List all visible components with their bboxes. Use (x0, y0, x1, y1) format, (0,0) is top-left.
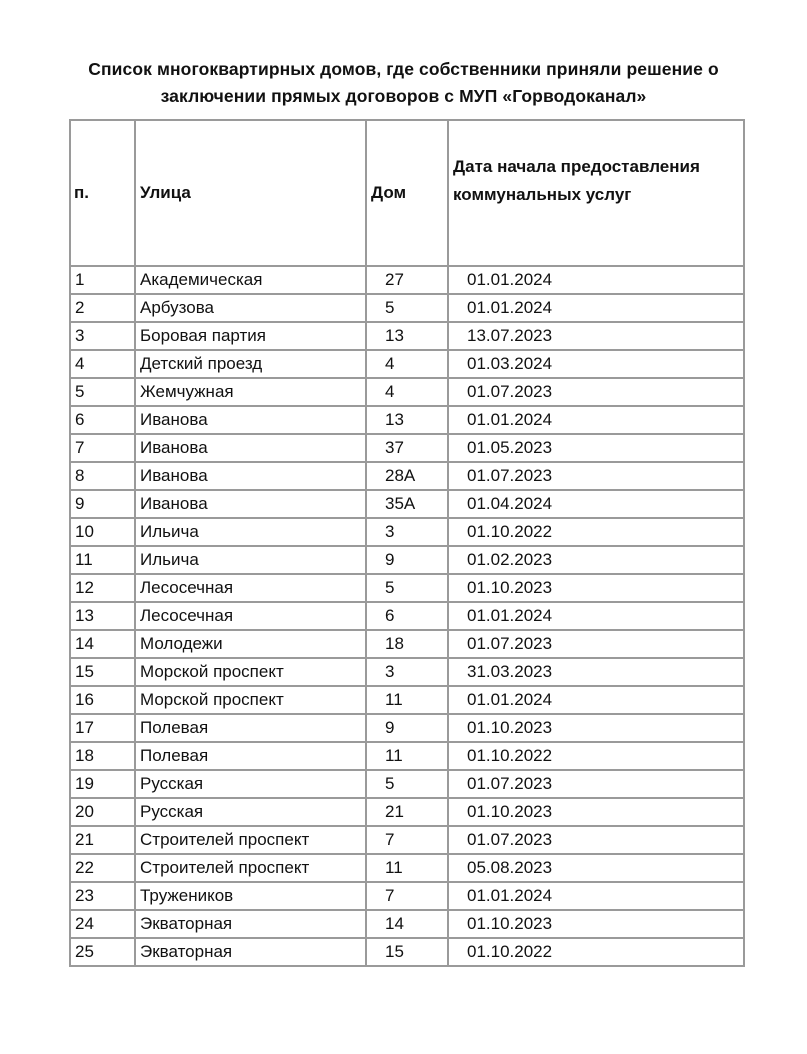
table-row (70, 294, 744, 322)
table-row (70, 602, 744, 630)
row-number: 1 (70, 266, 135, 294)
house-cell: 15 (366, 938, 448, 966)
row-number: 22 (70, 854, 135, 882)
house-cell: 37 (366, 434, 448, 462)
row-number: 9 (70, 490, 135, 518)
row-number: 3 (70, 322, 135, 350)
row-number: 14 (70, 630, 135, 658)
header-street: Улица (135, 120, 366, 266)
table-row (70, 546, 744, 574)
street-cell: Строителей проспект (135, 854, 366, 882)
street-cell: Лесосечная (135, 602, 366, 630)
row-number: 7 (70, 434, 135, 462)
header-number: п. (70, 120, 135, 266)
street-cell: Русская (135, 770, 366, 798)
street-cell: Строителей проспект (135, 826, 366, 854)
house-cell: 4 (366, 378, 448, 406)
house-cell: 5 (366, 770, 448, 798)
street-cell: Иванова (135, 490, 366, 518)
row-number: 16 (70, 686, 135, 714)
house-cell: 6 (366, 602, 448, 630)
street-cell: Молодежи (135, 630, 366, 658)
street-cell: Полевая (135, 714, 366, 742)
street-cell: Полевая (135, 742, 366, 770)
house-cell: 11 (366, 686, 448, 714)
document-title (0, 56, 807, 110)
row-number: 19 (70, 770, 135, 798)
date-cell: 31.03.2023 (448, 658, 744, 686)
table-row (70, 658, 744, 686)
table-row (70, 518, 744, 546)
house-cell: 7 (366, 826, 448, 854)
row-number: 10 (70, 518, 135, 546)
date-cell: 01.01.2024 (448, 406, 744, 434)
street-cell: Жемчужная (135, 378, 366, 406)
house-cell: 3 (366, 658, 448, 686)
table-row (70, 490, 744, 518)
table-row (70, 574, 744, 602)
street-cell: Морской проспект (135, 686, 366, 714)
date-cell: 01.01.2024 (448, 266, 744, 294)
street-cell: Экваторная (135, 938, 366, 966)
house-cell: 4 (366, 350, 448, 378)
date-cell: 01.01.2024 (448, 882, 744, 910)
house-cell: 5 (366, 574, 448, 602)
street-cell: Боровая партия (135, 322, 366, 350)
house-cell: 35А (366, 490, 448, 518)
date-cell: 01.07.2023 (448, 378, 744, 406)
date-cell: 01.07.2023 (448, 770, 744, 798)
row-number: 13 (70, 602, 135, 630)
house-cell: 21 (366, 798, 448, 826)
table-row (70, 714, 744, 742)
house-cell: 28А (366, 462, 448, 490)
street-cell: Иванова (135, 406, 366, 434)
table-row (70, 686, 744, 714)
house-cell: 3 (366, 518, 448, 546)
date-cell: 01.10.2023 (448, 910, 744, 938)
table-row (70, 770, 744, 798)
street-cell: Тружеников (135, 882, 366, 910)
date-cell: 01.10.2023 (448, 798, 744, 826)
row-number: 6 (70, 406, 135, 434)
houses-table (69, 119, 745, 967)
date-cell: 01.07.2023 (448, 826, 744, 854)
table-row (70, 742, 744, 770)
street-cell: Иванова (135, 462, 366, 490)
house-cell: 9 (366, 546, 448, 574)
table-row (70, 322, 744, 350)
street-cell: Ильича (135, 518, 366, 546)
street-cell: Русская (135, 798, 366, 826)
table-row (70, 630, 744, 658)
row-number: 24 (70, 910, 135, 938)
row-number: 17 (70, 714, 135, 742)
street-cell: Арбузова (135, 294, 366, 322)
date-cell: 01.07.2023 (448, 462, 744, 490)
table-row (70, 462, 744, 490)
date-cell: 01.03.2024 (448, 350, 744, 378)
date-cell: 01.05.2023 (448, 434, 744, 462)
title-line-2: заключении прямых договоров с МУП «Горводоканал» (160, 86, 647, 106)
house-cell: 13 (366, 322, 448, 350)
table-row (70, 938, 744, 966)
street-cell: Ильича (135, 546, 366, 574)
table-row (70, 434, 744, 462)
table-row (70, 406, 744, 434)
table-row (70, 266, 744, 294)
table-row (70, 826, 744, 854)
table-header-row (70, 120, 744, 266)
row-number: 25 (70, 938, 135, 966)
row-number: 11 (70, 546, 135, 574)
street-cell: Морской проспект (135, 658, 366, 686)
street-cell: Детский проезд (135, 350, 366, 378)
row-number: 2 (70, 294, 135, 322)
date-cell: 13.07.2023 (448, 322, 744, 350)
table-row (70, 854, 744, 882)
table-row (70, 882, 744, 910)
table-body (70, 266, 744, 966)
house-cell: 11 (366, 742, 448, 770)
table-row (70, 798, 744, 826)
row-number: 12 (70, 574, 135, 602)
house-cell: 27 (366, 266, 448, 294)
date-cell: 01.10.2022 (448, 518, 744, 546)
row-number: 21 (70, 826, 135, 854)
street-cell: Лесосечная (135, 574, 366, 602)
house-cell: 9 (366, 714, 448, 742)
header-start-date: Дата начала предоставления коммунальных услуг (448, 120, 744, 266)
date-cell: 01.07.2023 (448, 630, 744, 658)
house-cell: 13 (366, 406, 448, 434)
street-cell: Академическая (135, 266, 366, 294)
date-cell: 01.01.2024 (448, 602, 744, 630)
table-row (70, 910, 744, 938)
house-cell: 14 (366, 910, 448, 938)
date-cell: 01.02.2023 (448, 546, 744, 574)
row-number: 23 (70, 882, 135, 910)
house-cell: 11 (366, 854, 448, 882)
row-number: 8 (70, 462, 135, 490)
title-line-1: Список многоквартирных домов, где собственники приняли решение о (88, 59, 719, 79)
date-cell: 01.01.2024 (448, 294, 744, 322)
row-number: 20 (70, 798, 135, 826)
row-number: 18 (70, 742, 135, 770)
header-house: Дом (366, 120, 448, 266)
row-number: 5 (70, 378, 135, 406)
street-cell: Иванова (135, 434, 366, 462)
row-number: 4 (70, 350, 135, 378)
date-cell: 01.01.2024 (448, 686, 744, 714)
table-row (70, 350, 744, 378)
house-cell: 5 (366, 294, 448, 322)
date-cell: 01.10.2022 (448, 742, 744, 770)
row-number: 15 (70, 658, 135, 686)
date-cell: 01.04.2024 (448, 490, 744, 518)
date-cell: 05.08.2023 (448, 854, 744, 882)
house-cell: 18 (366, 630, 448, 658)
house-cell: 7 (366, 882, 448, 910)
table-row (70, 378, 744, 406)
date-cell: 01.10.2023 (448, 714, 744, 742)
street-cell: Экваторная (135, 910, 366, 938)
date-cell: 01.10.2022 (448, 938, 744, 966)
date-cell: 01.10.2023 (448, 574, 744, 602)
